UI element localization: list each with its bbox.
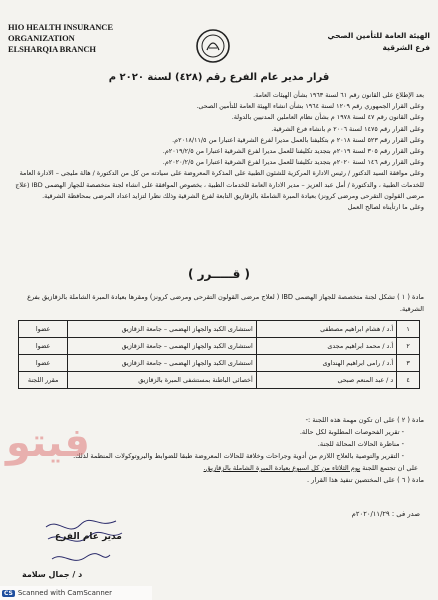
member-name: أ.د / محمد ابراهيم مجدى bbox=[256, 338, 396, 355]
member-specialty: أخصائى الباطنة بمستشفى المبرة بالزقازيق bbox=[68, 372, 256, 389]
camscanner-icon: CS bbox=[4, 589, 13, 597]
preamble-line: وعلى القانون رقم ٤٧ لسنة ١٩٧٨ م بشأن نظام العاملين المدنيين بالدولة. bbox=[231, 113, 424, 122]
preamble-line: وعلى ما ارتأيناه لصالح العمل bbox=[347, 203, 424, 212]
preamble bbox=[14, 90, 424, 213]
member-role: مقرر اللجنة bbox=[19, 372, 68, 389]
meeting-day: يوم الثلاثاء من كل اسبوع بعيادة المبرة الشاملة بالزقازيق. bbox=[203, 464, 361, 472]
preamble-line: بعد الإطلاع على القانون رقم ٦١ لسنة ١٩٦٣ بشأن الهيئات العامة. bbox=[253, 91, 424, 99]
decree-heading: ( قـــــرر ) bbox=[187, 267, 251, 281]
member-role: عضوا bbox=[19, 338, 68, 355]
task-item: - تقرير الفحوصات المطلوبة لكل حالة. bbox=[299, 428, 404, 436]
member-specialty: استشارى الكبد والجهاز الهضمى – جامعة الزقازيق bbox=[68, 355, 256, 372]
scanner-label: Scanned with CamScanner bbox=[17, 589, 112, 597]
branch-name-en: ELSHARQIA BRANCH bbox=[8, 44, 96, 54]
member-name: د / عبد المنعم صبحى bbox=[256, 372, 396, 389]
preamble-line: وعلى القرار رقم ٣٠٥ لسنة ٢٠١٩م بتجديد تكليفنا للعمل مديرا لفرع الشرقية اعتبارا من ٢٠١٩/٢/٥م. bbox=[162, 147, 424, 156]
meeting-prefix: على ان تجتمع اللجنة bbox=[360, 464, 418, 472]
org-header-english bbox=[8, 22, 158, 55]
member-name: أ.د / هشام ابراهيم مصطفى bbox=[256, 321, 396, 338]
decree-title: قرار مدير عام الفرع رقم (٤٢٨) لسنة ٢٠٢٠ م bbox=[108, 72, 330, 83]
preamble-line: وعلى القرار رقم ١٤٧٥ لسنة ٢٠٠٦ م بانشاء فرع الشرقية. bbox=[271, 124, 424, 133]
article-2: مادة ( ٢ ) على ان تكون مهمة هذه اللجنة :- bbox=[305, 416, 424, 424]
preamble-line: وعلى القرار الجمهوري رقم ١٢٠٩ لسنة ١٩٦٤ بشأن انشاء الهيئة العامة للتأمين الصحى. bbox=[196, 102, 424, 111]
table-row bbox=[19, 321, 420, 338]
scanner-footer bbox=[0, 586, 152, 600]
table-row bbox=[19, 355, 420, 372]
committee-members-table bbox=[18, 320, 420, 389]
handwritten-signature bbox=[38, 515, 128, 575]
task-item: - مناظرة الحالات المحالة للجنة. bbox=[317, 440, 404, 448]
org-name-ar: الهيئة العامة للتأمين الصحي bbox=[327, 31, 430, 40]
org-name-en: HIO HEALTH INSURANCE ORGANIZATION bbox=[8, 22, 113, 43]
member-number: ١ bbox=[397, 321, 420, 338]
table-row bbox=[19, 338, 420, 355]
signature-title: مدير عام الفرع bbox=[55, 532, 122, 542]
article-execute: مادة ( ٦ ) على المختصين تنفيذ هذا القرار . bbox=[306, 476, 424, 484]
member-number: ٢ bbox=[397, 338, 420, 355]
hio-logo-icon bbox=[195, 28, 231, 64]
preamble-line: وعلى القرار رقم ١٤٦ لسنة ٢٠٢٠م بتجديد تكليفنا للعمل مديرا لفرع الشرقية اعتبارا من ٢٠٢٠/٢/٥م. bbox=[162, 158, 424, 167]
branch-name-ar: فرع الشرقية bbox=[382, 43, 430, 52]
article-1: مادة ( ١ ) تشكل لجنة متخصصة للجهاز الهضمى IBD ( لعلاج مرضى القولون التقرحى ومرضى كرونز) ومقرها بعيادة المبرة الشاملة بالزقازيق بفرع الشرقية. bbox=[27, 293, 424, 313]
issue-date: صدر فى : ٢٠٢٠/١١/٢٩م bbox=[351, 510, 420, 518]
member-specialty: استشارى الكبد والجهاز الهضمى – جامعة الزقازيق bbox=[68, 321, 256, 338]
member-role: عضوا bbox=[19, 321, 68, 338]
signature-name: د / جمال سلامة bbox=[22, 570, 83, 579]
member-specialty: استشارى الكبد والجهاز الهضمى – جامعة الزقازيق bbox=[68, 338, 256, 355]
table-row bbox=[19, 372, 420, 389]
member-role: عضوا bbox=[19, 355, 68, 372]
org-header-arabic bbox=[310, 30, 430, 54]
member-name: أ.د / رامى ابراهيم الهنداوى bbox=[256, 355, 396, 372]
member-number: ٤ bbox=[397, 372, 420, 389]
task-item: - التقرير والتوصية بالعلاج اللازم من أدوية وجراحات وخلافة للحالات المعروضة طبقا للضوابط والبروتوكولات المنظمة لذلك. bbox=[73, 452, 404, 460]
member-number: ٣ bbox=[397, 355, 420, 372]
preamble-line: وعلى القرار رقم ٥٢٣ لسنة ٢٠١٨ م بتكليفنا بالعمل مديرا لفرع الشرقية اعتبارا من ٢٠١٨/١١/٥م. bbox=[172, 135, 424, 144]
watermark-logo: فيتو bbox=[6, 420, 90, 466]
preamble-line: وعلى موافقة السيد الدكتور / رئيس الادارة المركزية للشئون الطبية على المذكرة المعروضة على سيادته من كل من الدكتورة / هالة مليجى – الادارة العامة للخدمات الطبية ، والدكتورة / أمل عبد العزيز – مدير الادارة العامة للخدمات الطبية ، بخصوص الموافقة على انشاء لجنة متخصصة للجهاز الهضمى IBD (علاج مرضى القولون التقرحى ومرضى كرونز) بعيادة المبرة الشاملة بالزقازيق التابعة لفرع الشرقية وذلك نظرا لتزايد اعداد المرضى بمحافظة الشرقية. bbox=[15, 169, 424, 200]
